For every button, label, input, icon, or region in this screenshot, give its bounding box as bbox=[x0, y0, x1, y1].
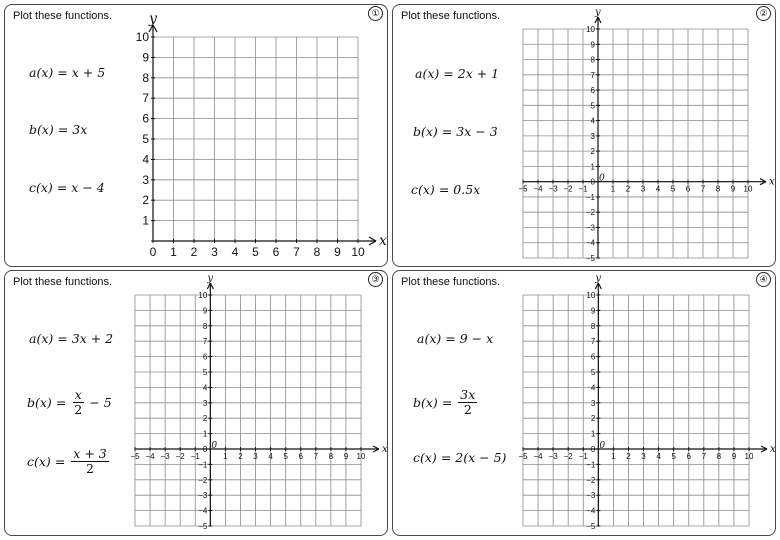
y-tick-label: 1 bbox=[202, 429, 208, 439]
equals-sign: = bbox=[54, 454, 66, 469]
y-tick-label: 8 bbox=[590, 55, 595, 65]
y-tick-label: 7 bbox=[590, 70, 595, 80]
y-tick-label: 10 bbox=[586, 291, 596, 300]
coordinate-grid bbox=[5, 5, 389, 268]
origin-label: 0 bbox=[599, 441, 606, 451]
x-tick-label: 3 bbox=[211, 245, 218, 259]
x-tick-label: 8 bbox=[313, 245, 321, 259]
x-tick-label: 5 bbox=[670, 184, 676, 194]
y-tick-label: 8 bbox=[202, 321, 208, 331]
y-tick-label: −4 bbox=[586, 506, 596, 516]
function-name: c(x) bbox=[29, 180, 53, 195]
y-tick-label: 4 bbox=[142, 152, 149, 167]
y-tick-label: 2 bbox=[142, 193, 149, 208]
equals-sign: = bbox=[441, 124, 453, 139]
y-axis-label: y bbox=[595, 273, 601, 284]
y-tick-label: −4 bbox=[198, 506, 208, 516]
y-tick-label: 5 bbox=[590, 368, 596, 377]
x-tick-label: 8 bbox=[716, 452, 722, 461]
y-tick-label: −2 bbox=[586, 475, 596, 485]
x-tick-label: 4 bbox=[268, 452, 273, 461]
x-tick-label: 7 bbox=[700, 184, 706, 194]
x-tick-label: 2 bbox=[625, 184, 631, 194]
x-tick-label: 9 bbox=[730, 184, 736, 194]
function-expression: x + 5 bbox=[71, 65, 106, 80]
y-tick-label: −1 bbox=[198, 460, 208, 470]
x-tick-label: 9 bbox=[334, 245, 341, 259]
equals-sign: = bbox=[57, 65, 68, 80]
x-axis-label: x bbox=[769, 176, 775, 188]
x-tick-label: 6 bbox=[298, 452, 303, 461]
panel-title: Plot these functions. bbox=[401, 10, 501, 22]
x-tick-label: 5 bbox=[671, 452, 676, 461]
x-tick-label: 6 bbox=[685, 184, 691, 194]
fraction-numerator: x bbox=[74, 387, 82, 402]
function-name: c(x) bbox=[27, 454, 51, 469]
x-tick-label: 6 bbox=[686, 452, 691, 461]
coordinate-grid bbox=[393, 5, 777, 268]
y-tick-label: 5 bbox=[590, 101, 595, 111]
x-tick-label: 4 bbox=[231, 245, 239, 259]
x-tick-label: 6 bbox=[272, 245, 280, 259]
panel-number-badge: ② bbox=[756, 6, 771, 21]
function-name: b(x) bbox=[29, 122, 54, 137]
y-tick-label: 3 bbox=[590, 398, 596, 408]
y-tick-label: 9 bbox=[202, 306, 208, 316]
x-tick-label: 4 bbox=[656, 452, 661, 461]
worksheet-panel-3 bbox=[4, 270, 388, 536]
x-tick-label: −5 bbox=[518, 184, 528, 194]
coordinate-grid bbox=[5, 271, 389, 537]
x-axis-label: x bbox=[770, 444, 776, 455]
x-tick-label: 7 bbox=[313, 452, 319, 461]
x-tick-label: −4 bbox=[533, 452, 543, 461]
function-expression: x − 4 bbox=[71, 180, 105, 195]
worksheet-panel-1 bbox=[4, 4, 388, 267]
x-tick-label: −2 bbox=[563, 184, 573, 194]
panel-number-badge: ④ bbox=[756, 272, 771, 287]
panel-title: Plot these functions. bbox=[13, 276, 113, 288]
fraction-denominator: 2 bbox=[86, 461, 94, 476]
fraction-denominator: 2 bbox=[463, 402, 472, 417]
x-tick-label: 1 bbox=[170, 245, 177, 259]
y-tick-label: 7 bbox=[590, 337, 596, 347]
equals-sign: = bbox=[445, 331, 456, 346]
x-tick-label: 1 bbox=[611, 452, 616, 461]
x-tick-label: 8 bbox=[715, 184, 721, 194]
y-tick-label: 6 bbox=[202, 352, 208, 362]
function-expression: 3x − 3 bbox=[456, 124, 498, 139]
x-tick-label: 8 bbox=[328, 452, 334, 461]
y-tick-label: 0 bbox=[590, 445, 596, 454]
fraction-denominator: 2 bbox=[74, 402, 83, 417]
y-tick-label: 2 bbox=[202, 414, 208, 424]
x-tick-label: −1 bbox=[578, 184, 588, 194]
function-name: a(x) bbox=[417, 331, 442, 346]
y-tick-label: 9 bbox=[590, 40, 595, 50]
x-tick-label: 5 bbox=[252, 245, 259, 259]
x-tick-label: 5 bbox=[283, 452, 288, 461]
y-tick-label: −2 bbox=[198, 475, 208, 485]
function-name: a(x) bbox=[29, 65, 54, 80]
y-tick-label: 4 bbox=[590, 116, 595, 126]
x-tick-label: 0 bbox=[149, 245, 157, 259]
equals-sign: = bbox=[440, 450, 452, 465]
equals-sign: = bbox=[57, 331, 68, 346]
x-tick-label: 9 bbox=[731, 452, 737, 461]
x-tick-label: 3 bbox=[640, 184, 646, 194]
function-name: c(x) bbox=[413, 450, 437, 465]
y-tick-label: −1 bbox=[586, 460, 596, 470]
x-tick-label: 7 bbox=[701, 452, 707, 461]
x-tick-label: 10 bbox=[351, 245, 365, 259]
y-tick-label: 10 bbox=[586, 25, 595, 34]
function-expression-tail: − 5 bbox=[89, 395, 112, 410]
y-tick-label: −5 bbox=[198, 522, 208, 531]
x-tick-label: 3 bbox=[253, 452, 258, 461]
x-tick-label: 1 bbox=[223, 452, 228, 461]
x-tick-label: −4 bbox=[145, 452, 155, 461]
x-tick-label: 9 bbox=[343, 452, 349, 461]
y-tick-label: 1 bbox=[590, 429, 596, 439]
y-tick-label: −3 bbox=[585, 223, 595, 233]
y-tick-label: −3 bbox=[586, 491, 596, 501]
y-tick-label: −2 bbox=[585, 208, 595, 218]
x-tick-label: −5 bbox=[518, 452, 528, 461]
y-tick-label: 1 bbox=[142, 213, 149, 228]
y-tick-label: −1 bbox=[585, 192, 595, 202]
y-tick-label: 3 bbox=[142, 172, 149, 187]
x-tick-label: 10 bbox=[743, 184, 753, 194]
x-tick-label: −2 bbox=[563, 452, 573, 461]
y-tick-label: 2 bbox=[590, 147, 595, 157]
y-tick-label: 9 bbox=[590, 306, 596, 316]
function-expression: 2(x − 5) bbox=[455, 450, 507, 465]
y-tick-label: 7 bbox=[202, 337, 208, 347]
x-tick-label: −3 bbox=[160, 452, 170, 461]
panel-number-badge: ③ bbox=[368, 272, 383, 287]
x-tick-label: 4 bbox=[655, 184, 661, 194]
function-name: c(x) bbox=[411, 182, 435, 197]
panel-number-badge: ① bbox=[368, 6, 383, 21]
y-tick-label: 10 bbox=[135, 30, 149, 44]
x-tick-label: −5 bbox=[130, 452, 140, 461]
y-tick-label: 8 bbox=[142, 70, 149, 85]
y-tick-label: −5 bbox=[586, 522, 596, 531]
equals-sign: = bbox=[441, 395, 453, 410]
x-tick-label: −1 bbox=[578, 452, 588, 461]
x-tick-label: 2 bbox=[626, 452, 631, 461]
coordinate-grid bbox=[393, 271, 777, 537]
panel-title: Plot these functions. bbox=[401, 276, 501, 288]
x-tick-label: 2 bbox=[190, 245, 198, 259]
y-tick-label: 5 bbox=[142, 132, 149, 146]
x-tick-label: 7 bbox=[293, 245, 300, 259]
y-tick-label: 6 bbox=[142, 111, 149, 126]
x-axis-label: x bbox=[379, 233, 387, 249]
function-name: b(x) bbox=[413, 124, 438, 139]
y-tick-label: 8 bbox=[590, 321, 596, 331]
equals-sign: = bbox=[438, 182, 450, 197]
x-tick-label: 3 bbox=[641, 452, 646, 461]
x-tick-label: 1 bbox=[610, 184, 616, 194]
y-tick-label: 2 bbox=[590, 414, 596, 424]
function-name: a(x) bbox=[415, 66, 440, 81]
function-expression: 2x + 1 bbox=[457, 66, 500, 81]
function-expression: 0.5x bbox=[453, 182, 481, 197]
y-tick-label: 1 bbox=[590, 162, 595, 172]
equals-sign: = bbox=[57, 122, 69, 137]
x-tick-label: −3 bbox=[548, 452, 558, 461]
y-tick-label: 4 bbox=[590, 383, 596, 393]
x-tick-label: −2 bbox=[175, 452, 185, 461]
y-tick-label: 6 bbox=[590, 86, 595, 96]
y-tick-label: 0 bbox=[590, 177, 595, 187]
y-tick-label: 9 bbox=[142, 50, 149, 65]
y-tick-label: 4 bbox=[202, 383, 208, 393]
panel-title: Plot these functions. bbox=[13, 10, 113, 22]
y-tick-label: 5 bbox=[202, 368, 208, 377]
x-axis-label: x bbox=[382, 444, 388, 455]
function-expression: 3x + 2 bbox=[71, 331, 114, 346]
y-tick-label: −3 bbox=[198, 491, 208, 501]
function-expression: 9 − x bbox=[459, 331, 494, 346]
y-tick-label: −4 bbox=[585, 238, 595, 248]
y-tick-label: 6 bbox=[590, 352, 596, 362]
y-axis-label: y bbox=[207, 273, 213, 284]
equals-sign: = bbox=[55, 395, 67, 410]
equals-sign: = bbox=[56, 180, 68, 195]
x-tick-label: 10 bbox=[356, 452, 366, 461]
function-name: b(x) bbox=[27, 395, 52, 410]
x-tick-label: −1 bbox=[190, 452, 200, 461]
worksheet-panel-4 bbox=[392, 270, 776, 536]
function-name: a(x) bbox=[29, 331, 54, 346]
fraction-numerator: 3x bbox=[460, 387, 476, 402]
x-tick-label: 2 bbox=[238, 452, 243, 461]
origin-label: 0 bbox=[211, 441, 218, 451]
equals-sign: = bbox=[443, 66, 454, 81]
y-axis-label: y bbox=[149, 11, 157, 27]
y-tick-label: 3 bbox=[202, 398, 208, 408]
y-tick-label: 3 bbox=[590, 131, 595, 141]
worksheet-panel-2 bbox=[392, 4, 776, 267]
origin-label: 0 bbox=[599, 173, 605, 184]
function-name: b(x) bbox=[413, 395, 438, 410]
y-tick-label: 0 bbox=[202, 445, 208, 454]
y-tick-label: −5 bbox=[585, 254, 595, 263]
y-axis-label: y bbox=[595, 7, 601, 18]
y-tick-label: 10 bbox=[198, 291, 208, 300]
y-tick-label: 7 bbox=[142, 91, 149, 106]
x-tick-label: 10 bbox=[744, 452, 754, 461]
x-tick-label: −4 bbox=[533, 184, 543, 194]
fraction-numerator: x + 3 bbox=[73, 446, 107, 461]
x-tick-label: −3 bbox=[548, 184, 558, 194]
function-expression: 3x bbox=[72, 122, 88, 137]
